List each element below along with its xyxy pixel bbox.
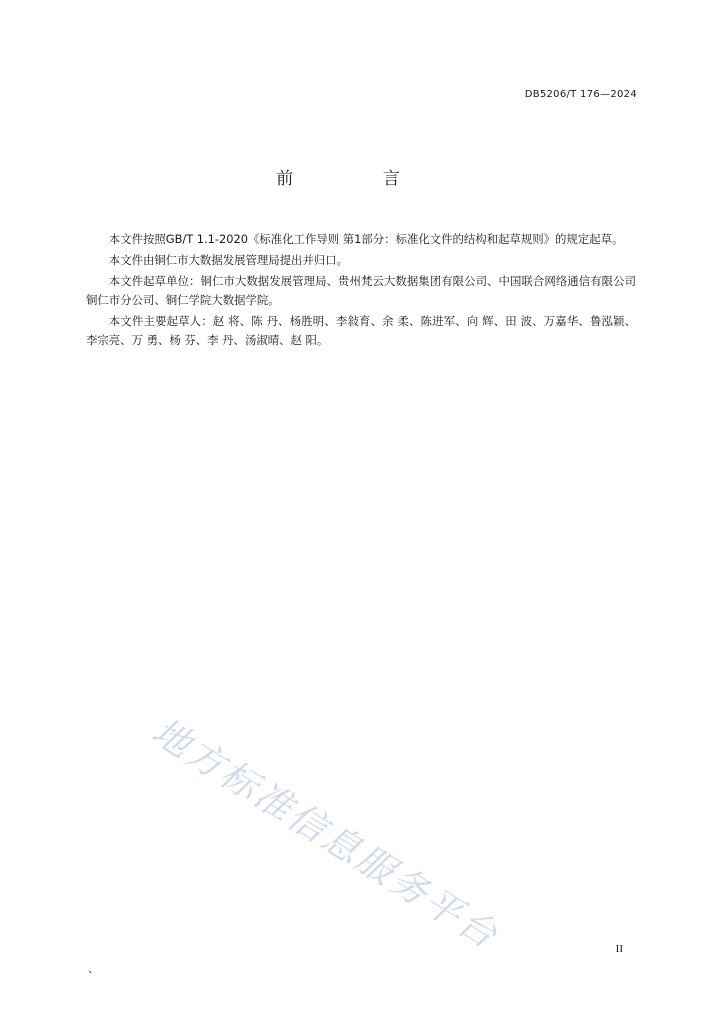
document-code: DB5206/T 176—2024	[524, 89, 637, 100]
paragraph-drafting-units: 本文件起草单位：铜仁市大数据发展管理局、贵州梵云大数据集团有限公司、中国联合网络通信有限公司铜仁市分公司、铜仁学院大数据学院。	[86, 274, 636, 307]
paragraph-proposer: 本文件由铜仁市大数据发展管理局提出并归口。	[108, 253, 349, 267]
page-title: 前 言	[276, 169, 442, 189]
stray-mark: 、	[88, 962, 99, 975]
watermark: 地方标准信息服务平台	[144, 709, 507, 959]
paragraph-drafters: 本文件主要起草人：赵 将、陈 丹、杨胜明、李敍育、余 柔、陈进军、向 辉、田 波、万嘉华、鲁泓颖、李宗亮、万 勇、杨 芬、李 丹、汤淑晴、赵 阳。	[86, 314, 636, 347]
preface-body	[86, 230, 636, 352]
page-number: II	[615, 943, 623, 955]
paragraph-drafting-basis: 本文件按照GB/T 1.1-2020《标准化工作导则 第1部分：标准化文件的结构和起草规则》的规定起草。	[108, 232, 624, 246]
